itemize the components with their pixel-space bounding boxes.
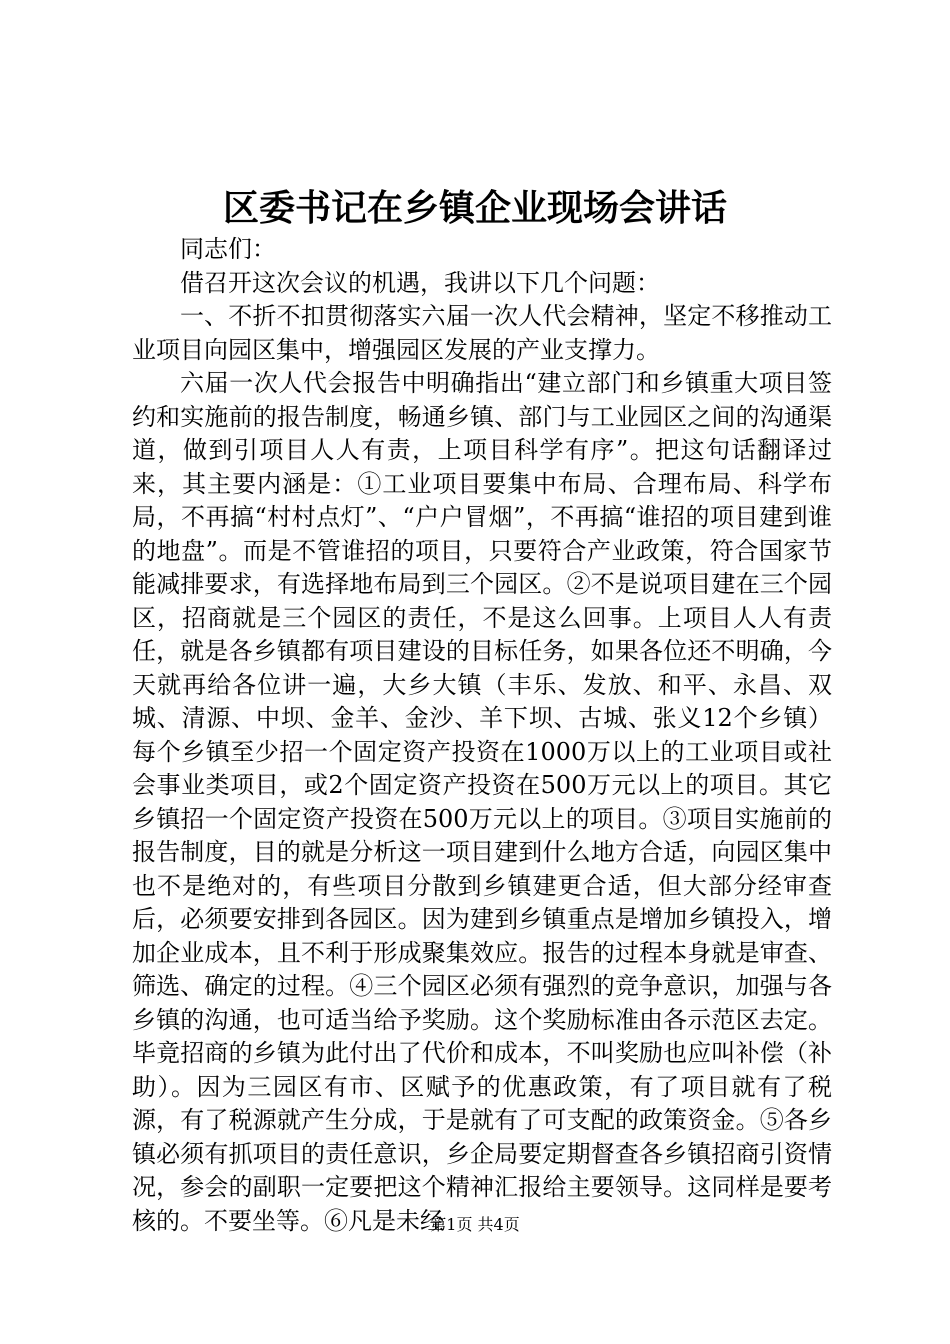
- paragraph-section-one-heading: 一、不折不扣贯彻落实六届一次人代会精神，坚定不移推动工业项目向园区集中，增强园区发展的产业支撑力。: [132, 302, 832, 364]
- paragraph-greeting: 同志们：: [180, 235, 276, 263]
- document-body: [132, 233, 832, 1238]
- document-title: 区委书记在乡镇企业现场会讲话: [222, 187, 727, 229]
- paragraph-intro: 借召开这次会议的机遇，我讲以下几个问题：: [180, 268, 660, 297]
- paragraph-section-one-body: 六届一次人代会报告中明确指出“建立部门和乡镇重大项目签约和实施前的报告制度，畅通乡镇、部门与工业园区之间的沟通渠道，做到引项目人人有责，上项目科学有序”。把这句话翻译过来，其主要内涵是：①工业项目要集中布局、合理布局、科学布局，不再搞“村村点灯”、“户户冒烟”，不再搞“谁招的项目建到谁的地盘”。而是不管谁招的项目，只要符合产业政策，符合国家节能减排要求，有选择地布局到三个园区。②不是说项目建在三个园区，招商就是三个园区的责任，不是这么回事。上项目人人有责任，就是各乡镇都有项目建设的目标任务，如果各位还不明确，今天就再给各位讲一遍，大乡大镇（丰乐、发放、和平、永昌、双城、清源、中坝、金羊、金沙、羊下坝、古城、张义12个乡镇）每个乡镇至少招一个固定资产投资在1000万以上的工业项目或社会事业类项目，或2个固定资产投资在500万元以上的项目。其它乡镇招一个固定资产投资在500万元以上的项目。③项目实施前的报告制度，目的就是分析这一项目建到什么地方合适，向园区集中也不是绝对的，有些项目分散到乡镇建更合适，但大部分经审查后，必须要安排到各园区。因为建到乡镇重点是增加乡镇投入，增加企业成本，且不利于形成聚集效应。报告的过程本身就是审查、筛选、确定的过程。④三个园区必须有强烈的竞争意识，加强与各乡镇的沟通，也可适当给予奖励。这个奖励标准由各示范区去定。毕竟招商的乡镇为此付出了代价和成本，不叫奖励也应叫补偿（补助）。因为三园区有市、区赋予的优惠政策，有了项目就有了税源，有了税源就产生分成，于是就有了可支配的政策资金。⑤各乡镇必须有抓项目的责任意识，乡企局要定期督查各乡镇招商引资情况，参会的副职一定要把这个精神汇报给主要领导。这同样是要考核的。不要坐等。⑥凡是未经: [132, 369, 832, 1235]
- page-number-footer: 第1页 共4页: [430, 1215, 520, 1234]
